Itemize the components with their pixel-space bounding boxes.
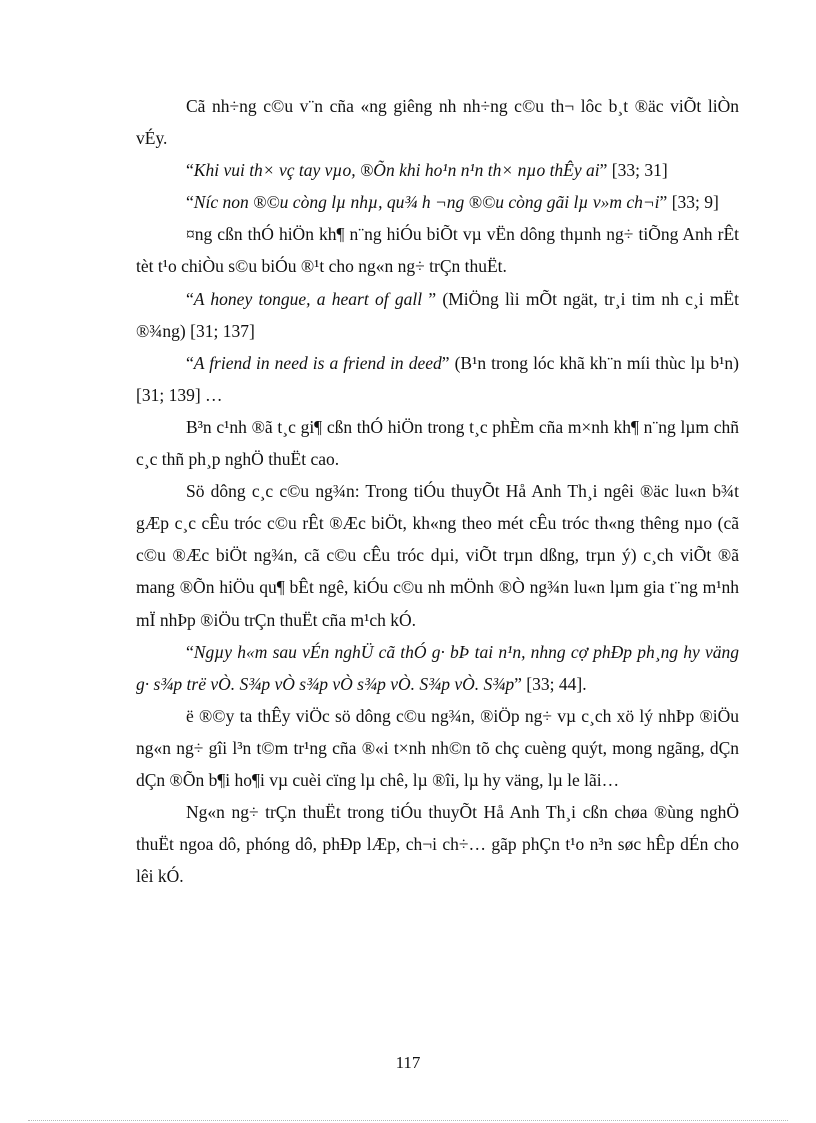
paragraph — [136, 154, 739, 186]
paragraph — [136, 186, 739, 218]
text-run: ” (MiÖng lìi mÕt ngät, tr¸i tim nh c¸i mËt ®¾ng) [31; 137] — [136, 288, 739, 341]
body-text — [136, 90, 739, 892]
text-run: ” [33; 9] — [659, 192, 719, 213]
text-run: “ — [186, 352, 194, 373]
quoted-text: A honey tongue, a heart of gall — [193, 288, 423, 309]
text-run: “ — [186, 192, 194, 213]
text-run: Cã nh÷ng c©u v¨n cña «ng giêng nh nh÷ng c©u th¬ lôc b¸t ®äc viÕt liÒn vÉy. — [136, 96, 739, 149]
paragraph — [136, 347, 739, 411]
paragraph — [136, 283, 739, 347]
quoted-text: Níc non ®©u còng lµ nhµ, qu¾ h ¬ng ®©u còng gãi lµ v»m ch¬i — [193, 192, 660, 213]
paragraph — [136, 636, 739, 700]
quoted-text: A friend in need is a friend in deed — [193, 352, 442, 373]
text-run: “ — [186, 641, 194, 662]
quoted-text: Ngµy h«m sau vÉn nghÜ cã thÓ g· bÞ tai n¹n, nhng cợ phÐp ph¸ng hy väng g· s¾p trë vÒ. S¾p vÒ s¾p vÒ s¾p vÒ. S¾p vÒ. S¾p — [136, 641, 739, 694]
text-run: “ — [186, 160, 194, 181]
text-run: Sö dông c¸c c©u ng¾n: Trong tiÓu thuyÕt Hå Anh Th¸i ngêi ®äc lu«n b¾t gÆp c¸c cÊu tróc c©u rÊt ®Æc biÖt, kh«ng theo mét cÊu tróc th«ng thêng nµo (cã c©u ®Æc biÖt ng¾n, cã c©u cÊu tróc dµi, viÕt trµn dßng, trµn ý) c¸ch viÕt ®ã mang ®Õn hiÖu qu¶ bÊt ngê, kiÓu c©u nh mÖnh ®Ò ng¾n lu«n lµm gia t¨ng m¹nh mÏ nhÞp ®iÖu trÇn thuËt cña m¹ch kÓ. — [136, 481, 739, 630]
text-run: ë ®©y ta thÊy viÖc sö dông c©u ng¾n, ®iÖp ng÷ vµ c¸ch xö lý nhÞp ®iÖu ng«n ng÷ gîi l³n t©m tr¹ng cña ®«i t×nh nh©n tõ chç cuèng quýt, mong ngãng, dÇn dÇn ®Õn b¶i ho¶i vµ cuèi cïng lµ chê, lµ ®îi, lµ hy väng, lµ le lãi… — [136, 705, 739, 790]
paragraph — [136, 411, 739, 475]
bottom-divider — [28, 1120, 788, 1121]
text-run: ” (B¹n trong lóc khã kh¨n míi thùc lµ b¹n) [31; 139] … — [136, 352, 739, 405]
paragraph — [136, 700, 739, 796]
text-run: ¤ng cßn thÓ hiÖn kh¶ n¨ng hiÓu biÕt vµ vËn dông thµnh ng÷ tiÕng Anh rÊt tèt t¹o chiÒu s©u biÓu ®¹t cho ng«n ng÷ trÇn thuËt. — [136, 224, 739, 277]
text-run: ” [33; 31] — [599, 160, 668, 181]
text-run: ” [33; 44]. — [514, 673, 587, 694]
page-number: 117 — [395, 1053, 421, 1072]
paragraph — [136, 796, 739, 892]
text-run: Ng«n ng÷ trÇn thuËt trong tiÓu thuyÕt Hå Anh Th¸i cßn chøa ®ùng nghÖ thuËt ngoa dô, phóng dô, phÐp lÆp, ch¬i ch÷… gãp phÇn t¹o n³n søc hÊp dÉn cho lêi kÓ. — [136, 802, 739, 887]
paragraph — [136, 218, 739, 282]
paragraph — [136, 90, 739, 154]
quoted-text: Khi vui th× vç tay vµo, ®Õn khi ho¹n n¹n th× nµo thÊy ai — [193, 160, 600, 181]
text-run: “ — [186, 288, 194, 309]
paragraph — [136, 475, 739, 635]
text-run: B³n c¹nh ®ã t¸c gi¶ cßn thÓ hiÖn trong t¸c phÈm cña m×nh kh¶ n¨ng lµm chñ c¸c thñ ph¸p nghÖ thuËt cao. — [136, 416, 739, 470]
